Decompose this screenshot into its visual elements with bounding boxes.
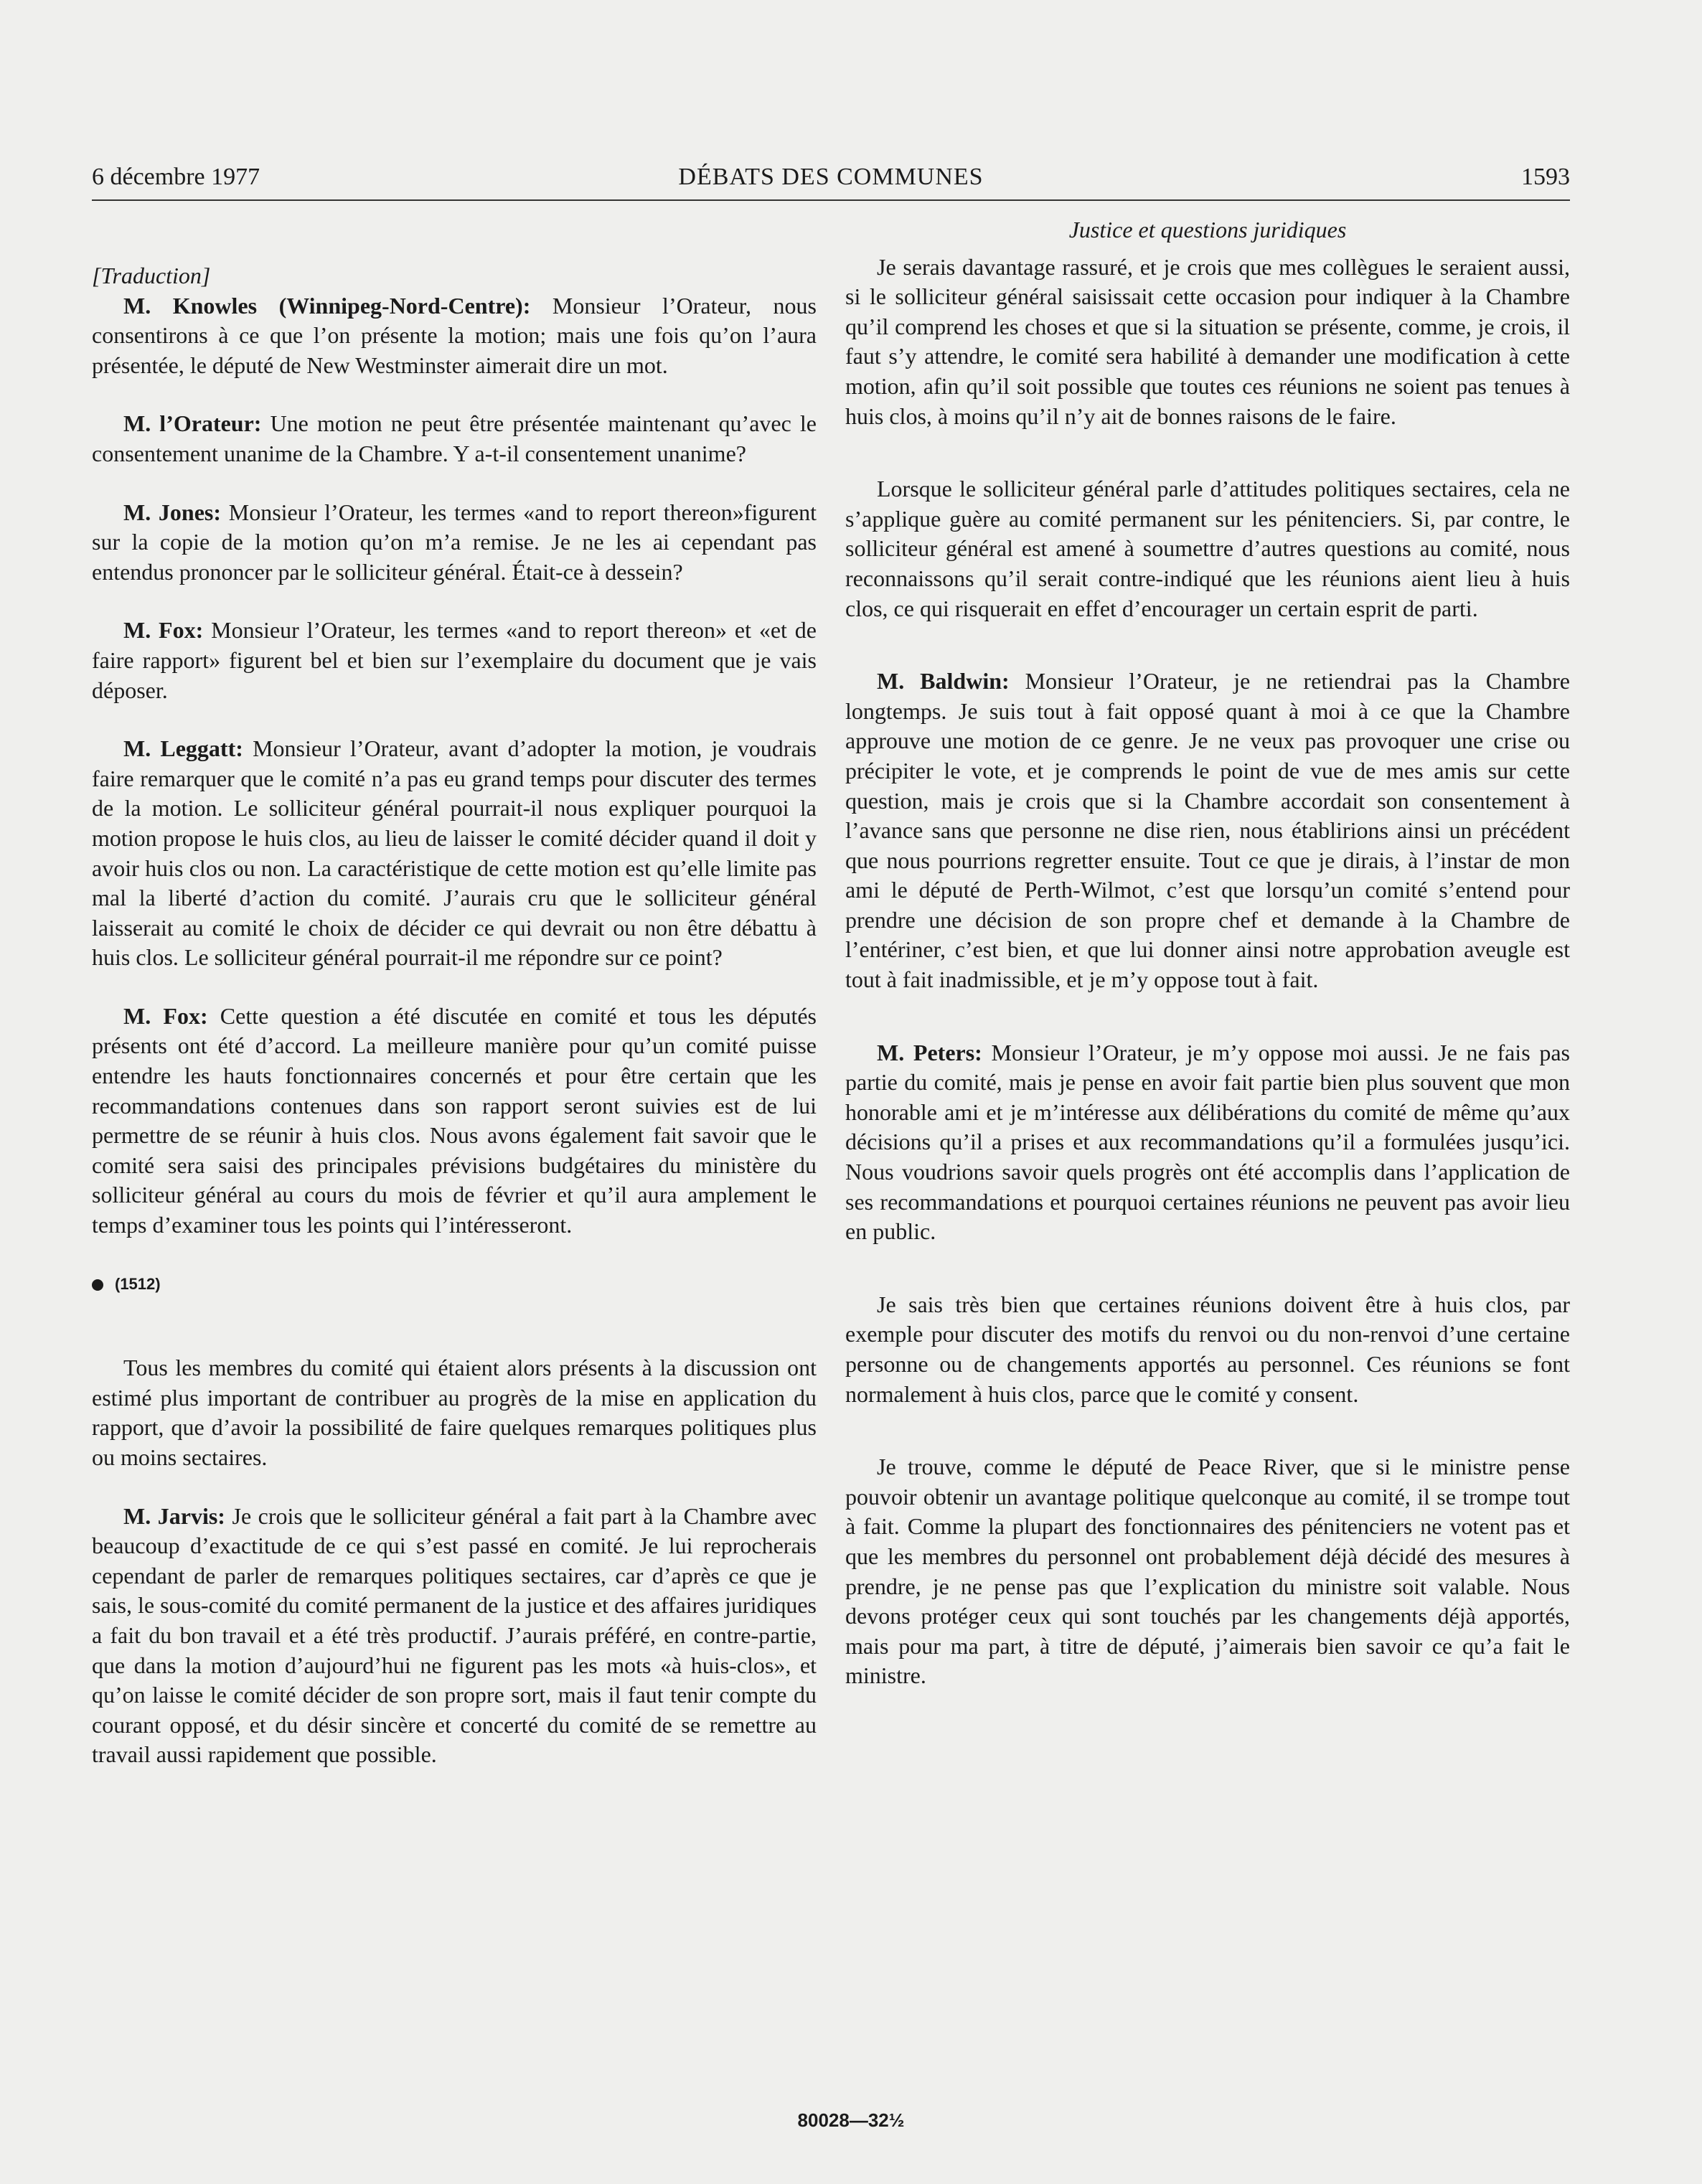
speech-text: Je serais davantage rassuré, et je crois que mes collègues le seraient aussi, si le solliciteur général saisissait cette occasion pour indiquer à la Chambre qu’il comprend les choses et que si la situation se présente, comme, je crois, il faut s’y attendre, le comité sera habilité à demander une modification à cette motion, afin qu’il soit possible que toutes ces réunions ne soient pas tenues à huis clos, à moins qu’il n’y ait de bonnes raisons de le faire. [845, 253, 1570, 429]
page-footer-code: 80028—32½ [797, 2109, 905, 2131]
speech-text: Cette question a été discutée en comité et tous les députés présents ont été d’accord. La meilleure manière pour qu’un comité puisse entendre les hauts fonctionnaires concernés et pour être certain que les recommandations contenues dans son rapport seront suivies est de lui permettre de se réunir à huis clos. Nous avons également fait savoir que le comité sera saisi des principales prévisions budgétaires du ministère du solliciteur général au cours du mois de février et qu’il aura amplement le temps d’examiner tous les points qui l’intéresseront. [92, 1002, 817, 1238]
header-rule [92, 199, 1570, 201]
speech-text: Je trouve, comme le député de Peace River, que si le ministre pense pouvoir obtenir un avantage politique quelconque au comité, il se trompe tout à fait. Comme la plupart des fonctionnaires des pénitenciers ne votent pas et que les membres du personnel ont probablement déjà décidé des mesures à prendre, je ne pense pas que l’explication du ministre soit valable. Nous devons protéger ceux qui sont touchés par les changements déjà apportés, mais pour ma part, à titre de député, j’aimerais bien savoir ce qu’a fait le ministre. [845, 1454, 1570, 1689]
paragraph [92, 616, 817, 705]
speech-text: Je sais très bien que certaines réunions doivent être à huis clos, par exemple pour discuter des motifs du renvoi ou du non-renvoi d’une certaine personne ou de changements apportés au personnel. Ces réunions se font normalement à huis clos, parce que le comité y consent. [845, 1291, 1570, 1407]
translation-note: [Traduction] [92, 263, 211, 288]
speaker-name: M. Leggatt: [123, 735, 243, 762]
bullet-icon [92, 1279, 103, 1291]
speaker-name: M. Peters: [877, 1039, 982, 1065]
paragraph [92, 734, 817, 973]
paragraph [845, 1290, 1570, 1409]
header-title: DÉBATS DES COMMUNES [678, 164, 984, 190]
paragraph [845, 1038, 1570, 1247]
section-rubric: Justice et questions juridiques [1068, 217, 1347, 243]
speaker-name: M. Jones: [123, 499, 222, 525]
page-header [92, 164, 1570, 201]
right-column [845, 215, 1570, 1720]
paragraph [845, 1452, 1570, 1691]
paragraph [845, 667, 1570, 995]
speaker-name: M. Jarvis: [123, 1502, 225, 1529]
paragraph [92, 1353, 817, 1472]
paragraph [92, 498, 817, 588]
paragraph [92, 291, 817, 381]
speech-text: Monsieur l’Orateur, je ne retiendrai pas la Chambre longtemps. Je suis tout à fait opposé quant à moi à ce que la Chambre approuve une motion de ce genre. Je ne veux pas provoquer une crise ou précipiter le vote, et je comprends le point de vue de mes amis sur cette question, mais je crois que si la Chambre accordait son consentement à l’avance sans que personne ne dise rien, nous établirions ainsi un précédent que nous pourrions regretter ensuite. Tout ce que je dirais, à l’instar de mon ami le député de Perth-Wilmot, c’est que lorsqu’un comité s’entend pour prendre une décision de son propre chef et demande à la Chambre de l’entériner, c’est bien, et que lui donner ainsi notre approbation aveugle est tout à fait inadmissible, et je m’y oppose tout à fait. [845, 668, 1571, 993]
speaker-name: M. Knowles (Winnipeg-Nord-Centre): [123, 292, 531, 319]
speech-text: Monsieur l’Orateur, les termes «and to report thereon» et «et de faire rapport» figurent bel et bien sur l’exemplaire du document que je vais déposer. [92, 617, 817, 703]
time-marker-label: (1512) [115, 1274, 161, 1293]
speech-text: Je crois que le solliciteur général a fait part à la Chambre avec beaucoup d’exactitude de ce qui s’est passé en comité. Je lui reprocherais cependant de parler de remarques politiques sectaires, car d’après ce que je sais, le sous-comité du comité permanent de la justice et des affaires juridiques a fait du bon travail et a été très productif. J’aurais préféré, en contre-partie, que dans la motion d’aujourd’hui ne figurent pas les mots «à huis-clos», et qu’on laisse le comité décider de son propre sort, mais il faut tenir compte du courant opposé, et du désir sincère et concerté du comité de se remettre au travail aussi rapidement que possible. [92, 1502, 817, 1768]
speaker-name: M. Fox: [123, 1002, 208, 1029]
speech-text: Tous les membres du comité qui étaient alors présents à la discussion ont estimé plus important de contribuer au progrès de la mise en application du rapport, que d’avoir la possibilité de faire quelques remarques politiques plus ou moins sectaires. [92, 1355, 817, 1470]
speaker-name: M. Fox: [123, 617, 204, 644]
speech-text: Lorsque le solliciteur général parle d’attitudes politiques sectaires, cela ne s’applique guère au comité permanent sur les pénitenciers. Si, par contre, le solliciteur général est amené à soumettre d’autres questions au comité, nous reconnaissons qu’il serait contre-indiqué que les réunions aient lieu à huis clos, ce qui risquerait en effet d’encourager un certain esprit de parti. [845, 476, 1570, 621]
speaker-name: M. Baldwin: [877, 668, 1010, 695]
left-column [92, 215, 817, 1799]
header-page-number: 1593 [1521, 164, 1570, 190]
paragraph [845, 474, 1570, 623]
header-date: 6 décembre 1977 [92, 164, 260, 190]
speech-text: Monsieur l’Orateur, les termes «and to report thereon»figurent sur la copie de la motion qu’on m’a remise. Je ne les ai cependant pas entendus prononcer par le solliciteur général. Était-ce à dessein? [92, 499, 817, 585]
speech-text: Monsieur l’Orateur, avant d’adopter la motion, je voudrais faire remarquer que le comité n’a pas eu grand temps pour discuter des termes de la motion. Le solliciteur général pourrait-il nous expliquer pourquoi la motion propose le huis clos, au lieu de laisser le comité décider quand il doit y avoir huis clos ou non. La caractéristique de cette motion est qu’elle limite pas mal la liberté d’action du comité. J’aurais cru que le solliciteur général laisserait au comité le choix de décider ce qui devrait ou non être débattu à huis clos. Le solliciteur général pourrait-il me répondre sur ce point? [92, 735, 817, 971]
time-marker [92, 1269, 817, 1299]
paragraph [92, 409, 817, 469]
paragraph [845, 253, 1570, 432]
speech-text: Monsieur l’Orateur, nous consentirons à ce que l’on présente la motion; mais une fois qu’on l’aura présentée, le député de New Westminster aimerait dire un mot. [92, 292, 817, 378]
speech-text: Monsieur l’Orateur, je m’y oppose moi aussi. Je ne fais pas partie du comité, mais je pense en avoir fait partie bien plus souvent que mon honorable ami et je m’intéresse aux délibérations du comité de même qu’aux décisions qu’il a prises et aux recommandations qu’il a formulées jusqu’ici. Nous voudrions savoir quels progrès ont été accomplis dans l’application de ses recommandations et pourquoi certaines réunions ne peuvent pas avoir lieu en public. [845, 1039, 1570, 1245]
speaker-name: M. l’Orateur: [123, 410, 262, 437]
paragraph [92, 1002, 817, 1241]
paragraph [92, 1502, 817, 1770]
speech-text: Une motion ne peut être présentée maintenant qu’avec le consentement unanime de la Chambre. Y a-t-il consentement unanime? [92, 410, 817, 466]
